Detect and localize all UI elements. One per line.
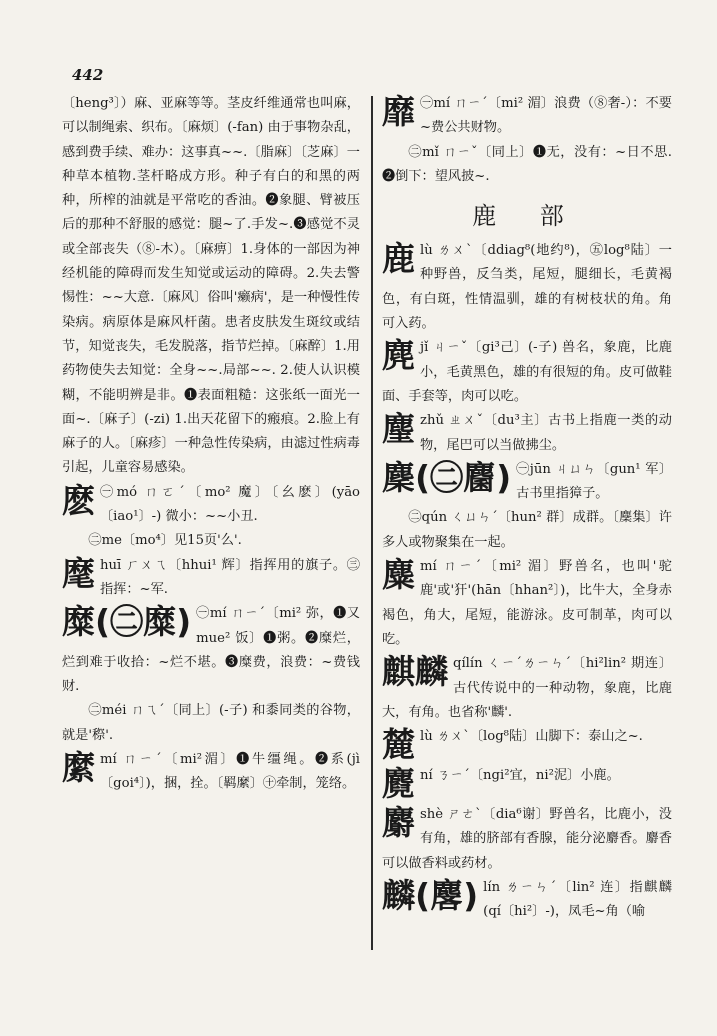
dictionary-entry <box>382 555 672 652</box>
dictionary-entry <box>382 92 672 141</box>
entry-text: ㊁me〔mo⁴〕见15页'么'. <box>88 533 242 549</box>
dictionary-subentry <box>382 141 672 190</box>
dictionary-entry <box>62 748 360 797</box>
entry-headword: 鹿 <box>382 239 415 279</box>
entry-headword: 麾 <box>62 553 95 593</box>
dictionary-subentry <box>62 529 360 553</box>
entry-text: huī ㄏㄨㄟ〔hhui¹ 辉〕指挥用的旗子。㊂指挥：~军. <box>100 557 360 597</box>
column-divider <box>371 96 373 950</box>
entry-text: ㊀mí ㄇㄧˊ〔mi² 弥，❶又mue² 饭〕❶粥。❷糜烂，烂到难于收拾：~烂不堪。❸糜费，浪费：~费钱财. <box>62 606 360 695</box>
entry-text: ㊀jūn ㄐㄩㄣ〔gun¹ 军〕古书里指獐子。 <box>516 461 672 502</box>
left-column <box>62 92 360 996</box>
dictionary-entry <box>62 481 360 530</box>
entry-text: jǐ ㄐㄧˇ〔gi³己〕(-子) 兽名，象鹿，比鹿小，毛黄黑色，雄的有很短的角。皮可做鞋面、手套等，肉可以吃。 <box>382 340 672 404</box>
entry-headword: 麈 <box>382 409 415 449</box>
entry-text: ㊀mó ㄇㄛˊ〔mo² 魔〕〔幺麽〕(yāo〔iao¹〕-) 微小：~~小丑. <box>100 484 360 525</box>
dictionary-subentry <box>382 506 672 555</box>
entry-headword: 麽 <box>62 480 95 520</box>
dictionary-entry <box>62 554 360 603</box>
dictionary-entry <box>382 725 672 764</box>
dictionary-entry <box>382 239 672 336</box>
entry-headword: 縻 <box>62 748 95 788</box>
dictionary-entry <box>382 876 672 925</box>
dictionary-entry <box>382 458 672 507</box>
entry-headword: 麂 <box>382 336 415 376</box>
entry-text: shè ㄕㄜˋ〔dia⁶谢〕野兽名，比鹿小，没有角，雄的脐部有香腺，能分泌麝香。麝香可以做香料或药材。 <box>382 807 672 871</box>
entry-headword: 麟(麐) <box>382 876 479 916</box>
entry-text: ㊁qún ㄑㄩㄣˊ〔hun² 群〕成群。〔麇集〕许多人或物聚集在一起。 <box>382 510 672 550</box>
entry-text: mí ㄇㄧˊ〔mi²湄〕❶牛缰绳。❷系(jì〔goi⁴〕)，捆，拴。〔羁縻〕㊉牵制，笼络。 <box>100 752 360 792</box>
dictionary-entry <box>382 652 672 725</box>
entry-text: lù ㄌㄨˋ〔log⁸陆〕山脚下：泰山之~. <box>420 729 643 745</box>
entry-headword: 麑 <box>382 764 415 804</box>
entry-text: ㊁mǐ ㄇㄧˇ〔同上〕❶无，没有：~日不思. ❷倒下：望风披~. <box>382 144 672 184</box>
entry-headword: 麇(㊁麕) <box>382 457 512 497</box>
dictionary-entry <box>62 602 360 699</box>
entry-text: ní ㄋㄧˊ〔ngi²宜，ni²泥〕小鹿。 <box>420 768 620 784</box>
right-column <box>382 92 672 996</box>
entry-text: qílín ㄑㄧˊㄌㄧㄣˊ〔hi²lin² 期连〕古代传说中的一种动物，象鹿，比鹿大，有角。也省称'麟'. <box>382 656 672 720</box>
entry-text: mí ㄇㄧˊ〔mi² 湄〕野兽名，也叫'驼鹿'或'犴'(hān〔hhan²〕)，比牛大，全身赤褐色，角大，尾短，能游泳。皮可制革，肉可以吃。 <box>382 559 672 647</box>
entry-text-continued: 〔heng³〕）麻、亚麻等等。茎皮纤维通常也叫麻，可以制绳索、织布。〔麻烦〕(-fan) 由于事物杂乱，感到费手续、难办：这事真~~.〔脂麻〕〔芝麻〕一种草本植物.茎杆略成方形。种子有白的和黑的两种，所榨的油就是平常吃的香油。❷象腿、臂被压后的那种不舒服的感觉：腿~了.手发~.❸感觉不灵或全部丧失（⑧-木）。〔麻痹〕1.身体的一部因为神经机能的障碍而发生知觉或运动的障碍。2.失去警惕性：~~大意.〔麻风〕俗叫'癞病'，是一种慢性传染病。病原体是麻风杆菌。患者皮肤发生斑纹或结节，知觉丧失，毛发脱落，指节烂掉。〔麻醉〕1.用药物使失去知觉：全身~~.局部~~. 2.使人认识模糊，不能明辨是非。❶表面粗糙：这张纸一面光一面~.〔麻子〕(-zi) 1.出天花留下的瘢痕。2.脸上有麻子的人。〔麻疹〕一种急性传染病，由滤过性病毒引起，儿童容易感染。 <box>62 96 360 476</box>
entry-text: ㊁méi ㄇㄟˊ〔同上〕(-子) 和黍同类的谷物，就是'穄'. <box>62 703 360 743</box>
entry-headword: 麋 <box>382 555 415 595</box>
dictionary-entry <box>382 409 672 458</box>
entry-headword: 麓 <box>382 725 415 765</box>
entry-headword: 糜(㊁糜) <box>62 602 192 642</box>
page-number: 442 <box>72 66 104 84</box>
entry-headword: 麝 <box>382 803 415 843</box>
radical-section-title: 鹿 部 <box>472 202 582 231</box>
dictionary-entry <box>382 764 672 803</box>
entry-text: lù ㄌㄨˋ〔ddiag⁸(地约⁸)，㊄log⁸陆〕一种野兽，反刍类，尾短，腿细长，毛黄褐色，有白斑，性情温驯，雄的有树枝状的角。角可入药。 <box>382 243 672 332</box>
dictionary-entry <box>382 336 672 409</box>
entry-headword: 麒麟 <box>382 652 448 692</box>
dictionary-entry <box>382 803 672 876</box>
entry-text: lín ㄌㄧㄣˊ〔lin² 连〕指麒麟(qí〔hi²〕-)，凤毛~角（喻 <box>483 880 672 920</box>
entry-headword: 靡 <box>382 92 415 131</box>
dictionary-subentry <box>62 699 360 748</box>
entry-text: zhǔ ㄓㄨˇ〔du³主〕古书上指鹿一类的动物，尾巴可以当做拂尘。 <box>420 413 672 453</box>
entry-text: ㊀mí ㄇㄧˊ〔mi² 湄〕浪费（⑧奢-）：不要~费公共财物。 <box>420 96 672 136</box>
